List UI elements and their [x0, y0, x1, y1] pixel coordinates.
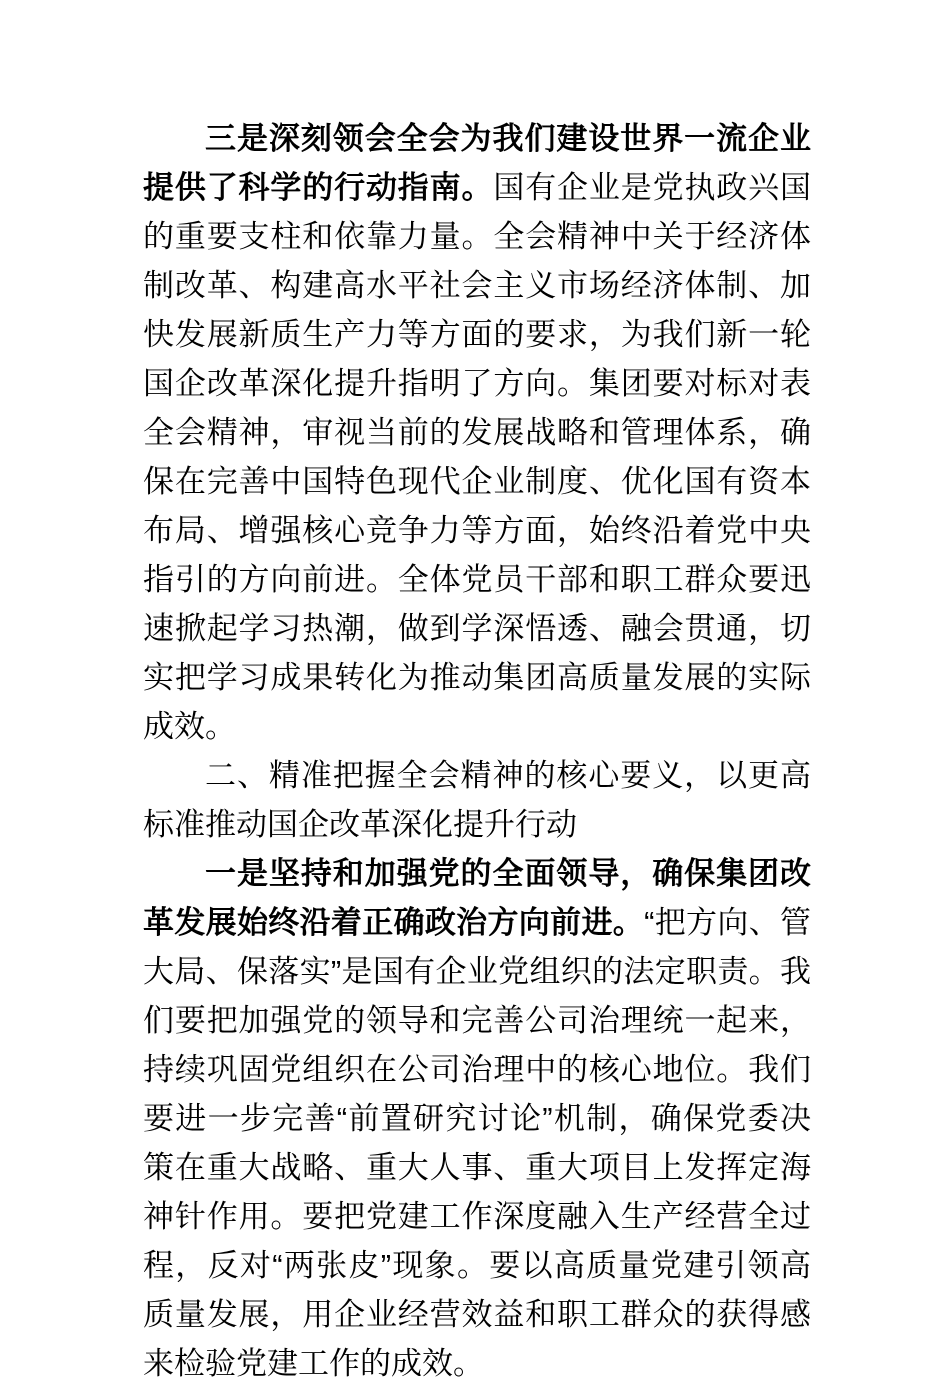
- paragraph-point-three-lead: 三是深刻领会全会为我们建设世界一流企业提供了科学的行动指南。: [143, 121, 811, 205]
- document-text-column: [143, 114, 811, 1388]
- paragraph-point-three: [143, 114, 811, 751]
- paragraph-point-one-body: “把方向、管大局、保落实”是国有企业党组织的法定职责。我们要把加强党的领导和完善公司治理统一起来，持续巩固党组织在公司治理中的核心地位。我们要进一步完善“前置研究讨论”机制，确保党委决策在重大战略、重大人事、重大项目上发挥定海神针作用。要把党建工作深度融入生产经营全过程，反对“两张皮”现象。要以高质量党建引领高质量发展，用企业经营效益和职工群众的获得感来检验党建工作的成效。: [143, 905, 812, 1381]
- paragraph-section-two-heading: [143, 751, 811, 849]
- paragraph-point-three-body: 国有企业是党执政兴国的重要支柱和依靠力量。全会精神中关于经济体制改革、构建高水平社会主义市场经济体制、加快发展新质生产力等方面的要求，为我们新一轮国企改革深化提升指明了方向。集团要对标对表全会精神，审视当前的发展战略和管理体系，确保在完善中国特色现代企业制度、优化国有资本布局、增强核心竞争力等方面，始终沿着党中央指引的方向前进。全体党员干部和职工群众要迅速掀起学习热潮，做到学深悟透、融会贯通，切实把学习成果转化为推动集团高质量发展的实际成效。: [143, 170, 812, 744]
- paragraph-point-one-lead: 一是坚持和加强党的全面领导，确保集团改革发展始终沿着正确政治方向前进。: [143, 856, 811, 940]
- section-two-heading-text: 二、精准把握全会精神的核心要义，以更高标准推动国企改革深化提升行动: [143, 758, 811, 842]
- paragraph-point-one: [143, 849, 811, 1388]
